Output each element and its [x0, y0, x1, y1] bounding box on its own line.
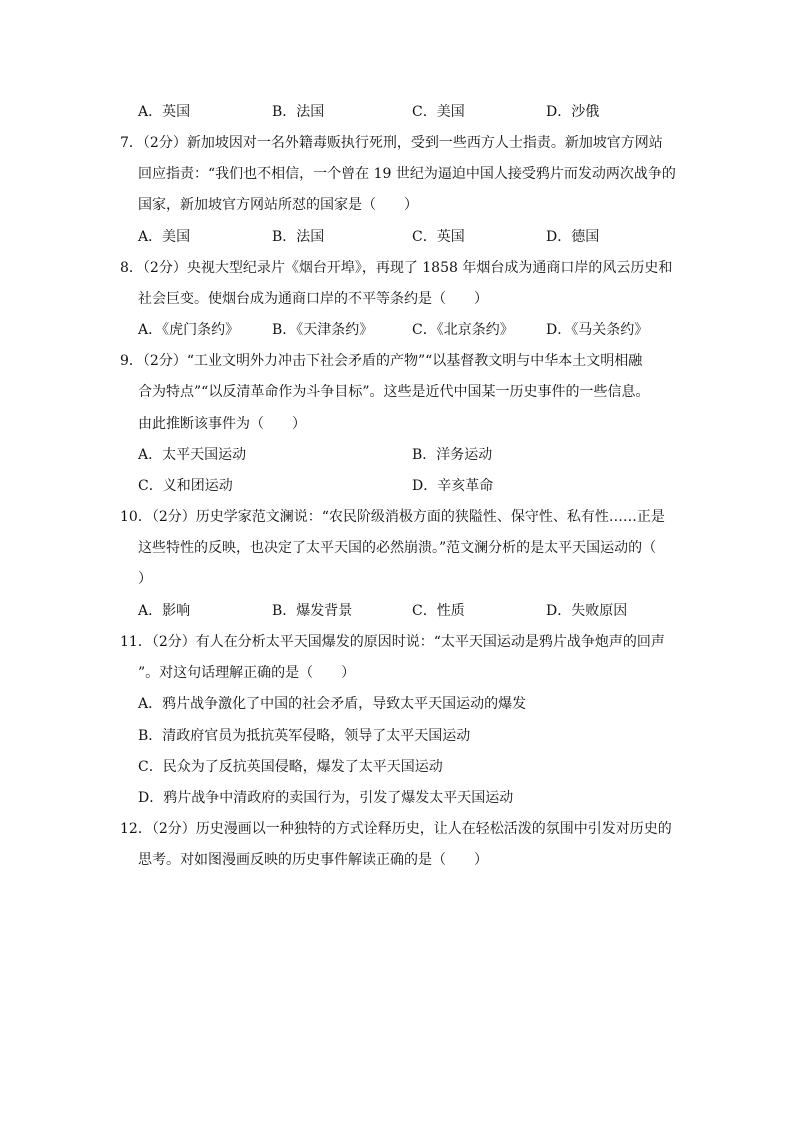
option-b: B．法国: [272, 229, 325, 245]
question-text-line: 由此推断该事件为（ ）: [138, 416, 306, 432]
question-text-line: 7．（2分）新加坡因对一名外籍毒贩执行死刑，受到一些西方人士指责。新加坡官方网站: [120, 135, 663, 151]
question-text-line: ”。对这句话理解正确的是（ ）: [138, 665, 356, 681]
question-text-line: 11．（2分）有人在分析太平天国爆发的原因时说：“太平天国运动是鸦片战争炮声的回声: [120, 634, 665, 650]
option-a: A．美国: [138, 229, 191, 245]
question-text-line: 国家，新加坡官方网站所怼的国家是（ ）: [138, 197, 418, 213]
option-a: A．太平天国运动: [138, 447, 247, 463]
option-b: B．爆发背景: [272, 603, 353, 619]
option-b: B．清政府官员为抵抗英军侵略，领导了太平天国运动: [138, 728, 471, 744]
question-text-line: 12．（2分）历史漫画以一种独特的方式诠释历史，让人在轻松活泼的氛围中引发对历史的: [120, 821, 672, 837]
question-text-line: 合为特点”“以反清革命作为斗争目标”。这些是近代中国某一历史事件的一些信息。: [138, 384, 650, 400]
question-text-line: 这些特性的反映，也决定了太平天国的必然崩溃。”范文澜分析的是太平天国运动的（: [138, 540, 657, 556]
option-d: D．鸦片战争中清政府的卖国行为，引发了爆发太平天国运动: [138, 790, 514, 806]
option-b: B．《天津条约》: [272, 322, 374, 338]
question-text-line: 10．（2分）历史学家范文澜说：“农民阶级消极方面的狭隘性、保守性、私有性……正是: [120, 509, 665, 525]
option-d: D．《马关条约》: [546, 322, 649, 338]
option-c: C．性质: [412, 603, 465, 619]
option-d: D．沙俄: [546, 104, 600, 120]
question-text-line: 9．（2分）“工业文明外力冲击下社会矛盾的产物”“以基督教文明与中华本土文明相融: [120, 353, 643, 369]
option-a: A．鸦片战争激化了中国的社会矛盾，导致太平天国运动的爆发: [138, 696, 527, 712]
option-c: C．美国: [412, 104, 465, 120]
option-a: A．英国: [138, 104, 191, 120]
option-c: C．义和团运动: [138, 478, 233, 494]
question-text-line: 回应指责：“我们也不相信，一个曾在 19 世纪为逼迫中国人接受鸦片而发动两次战争的: [138, 166, 676, 182]
option-c: C．英国: [412, 229, 465, 245]
question-text-line: 社会巨变。使烟台成为通商口岸的不平等条约是（ ）: [138, 291, 488, 307]
question-text-line: 思考。对如图漫画反映的历史事件解读正确的是（ ）: [138, 852, 488, 868]
question-text-line: ）: [138, 571, 152, 587]
option-a: A．《虎门条约》: [138, 322, 240, 338]
question-text-line: 8．（2分）央视大型纪录片《烟台开埠》，再现了 1858 年烟台成为通商口岸的风云历史和: [120, 260, 673, 276]
option-c: C．《北京条约》: [412, 322, 514, 338]
option-a: A．影响: [138, 603, 191, 619]
option-d: D．失败原因: [546, 603, 628, 619]
option-b: B．洋务运动: [412, 447, 493, 463]
option-d: D．辛亥革命: [412, 478, 494, 494]
option-c: C．民众为了反抗英国侵略，爆发了太平天国运动: [138, 759, 443, 775]
option-d: D．德国: [546, 229, 600, 245]
option-b: B．法国: [272, 104, 325, 120]
